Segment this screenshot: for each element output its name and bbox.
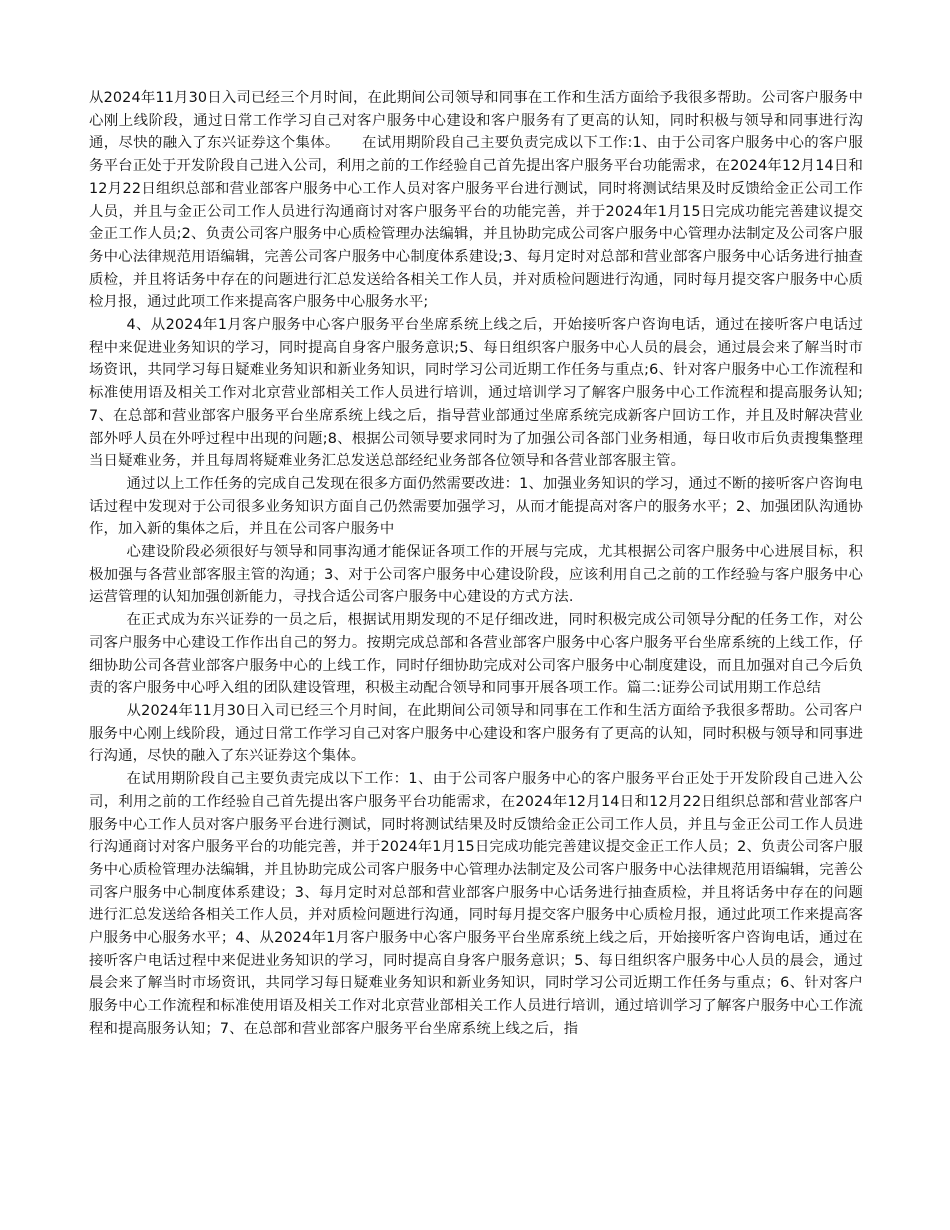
paragraph-4: 心建设阶段必须很好与领导和同事沟通才能保证各项工作的开展与完成，尤其根据公司客户服务中心进展目标，积极加强与各营业部客服主管的沟通；3、对于公司客户服务中心建设阶段，应该利用自己之前的工作经验与客户服务中心运营管理的认知加强创新能力，寻找合适公司客户服务中心建设的方式方法. (89, 544, 864, 606)
paragraph-3: 通过以上工作任务的完成自己发现在很多方面仍然需要改进：1、加强业务知识的学习，通过不断的接听客户咨询电话过程中发现对于公司很多业务知识方面自己仍然需要加强学习，从而才能提高对客户的服务水平；2、加强团队沟通协作，加入新的集体之后，并且在公司客户服务中 (89, 475, 864, 538)
paragraph-5: 在正式成为东兴证券的一员之后，根据试用期发现的不足仔细改进，同时积极完成公司领导分配的任务工作，对公司客户服务中心建设工作作出自己的努力。按期完成总部和各营业部客户服务中心客户服务平台坐席系统的上线工作，仔细协助公司各营业部客户服务中心的上线工作，同时仔细协助完成对公司客户服务中心制度建设，而且加强对自己今后负责的客户服务中心呼入组的团队建设管理，积极主动配合领导和同事开展各项工作。篇二:证券公司试用期工作总结 (89, 612, 863, 697)
paragraph-2: 4、从2024年1月客户服务中心客户服务平台坐席系统上线之后，开始接听客户咨询电话，通过在接听客户电话过程中来促进业务知识的学习，同时提高自身客户服务意识;5、每日组织客户服务中心人员的晨会，通过晨会来了解当时市场资讯，共同学习每日疑难业务知识和新业务知识，同时学习公司近期工作任务与重点;6、针对客户服务中心工作流程和标准使用语及相关工作对北京营业部相关工作人员进行培训，通过培训学习了解客户服务中心工作流程和提高服务认知;7、在总部和营业部客户服务平台坐席系统上线之后，指导营业部通过坐席系统完成新客户回访工作，并且及时解决营业部外呼人员在外呼过程中出现的问题;8、根据公司领导要求同时为了加强公司各部门业务相通，每日收市后负责搜集整理当日疑难业务，并且每周将疑难业务汇总发送总部经纪业务部各位领导和各营业部客服主管。 (89, 317, 863, 470)
document-page (89, 87, 863, 1041)
paragraph-7: 在试用期阶段自己主要负责完成以下工作：1、由于公司客户服务中心的客户服务平台正处于开发阶段自己进入公司，利用之前的工作经验自己首先提出客户服务平台功能需求，在2024年12月14日和12月22日组织总部和营业部客户服务中心工作人员对客户服务平台进行测试，同时将测试结果及时反馈给金正公司工作人员，并且与金正公司工作人员进行沟通商讨对客户服务平台的功能完善，并于2024年1月15日完成功能完善建议提交金正工作人员；2、负责公司客户服务中心质检管理办法编辑，并且协助完成公司客户服务中心管理办法制定及公司客户服务中心法律规范用语编辑，完善公司客户服务中心制度体系建设；3、每月定时对总部和营业部客户服务中心话务进行抽查质检，并且将话务中存在的问题进行汇总发送给各相关工作人员，并对质检问题进行沟通，同时每月提交客户服务中心质检月报，通过此项工作来提高客户服务中心服务水平；4、从2024年1月客户服务中心客户服务平台坐席系统上线之后，开始接听客户咨询电话，通过在接听客户电话过程中来促进业务知识的学习，同时提高自身客户服务意识；5、每日组织客户服务中心人员的晨会，通过晨会来了解当时市场资讯，共同学习每日疑难业务知识和新业务知识，同时学习公司近期工作任务与重点；6、针对客户服务中心工作流程和标准使用语及相关工作对北京营业部相关工作人员进行培训，通过培训学习了解客户服务中心工作流程和提高服务认知；7、在总部和营业部客户服务平台坐席系统上线之后，指 (89, 771, 864, 1037)
paragraph-6: 从2024年11月30日入司已经三个月时间，在此期间公司领导和同事在工作和生活方面给予我很多帮助。公司客户服务中心刚上线阶段，通过日常工作学习自己对客户服务中心建设和客户服务有了更高的认知，同时积极与领导和同事进行沟通，尽快的融入了东兴证券这个集体。 (89, 702, 863, 765)
paragraph-1: 从2024年11月30日入司已经三个月时间，在此期间公司领导和同事在工作和生活方面给予我很多帮助。公司客户服务中心刚上线阶段，通过日常工作学习自己对客户服务中心建设和客户服务有了更高的认知，同时积极与领导和同事进行沟通，尽快的融入了东兴证券这个集体。 在试用期阶段自己主要负责完成以下工作:1、由于公司客户服务中心的客户服务平台正处于开发阶段自己进入公司，利用之前的工作经验自己首先提出客户服务平台功能需求，在2024年12月14日和12月22日组织总部和营业部客户服务中心工作人员对客户服务平台进行测试，同时将测试结果及时反馈给金正公司工作人员，并且与金正公司工作人员进行沟通商讨对客户服务平台的功能完善，并于2024年1月15日完成功能完善建议提交金正工作人员;2、负责公司客户服务中心质检管理办法编辑，并且协助完成公司客户服务中心管理办法制定及公司客户服务中心法律规范用语编辑，完善公司客户服务中心制度体系建设;3、每月定时对总部和营业部客户服务中心话务进行抽查质检，并且将话务中存在的问题进行汇总发送给各相关工作人员，并对质检问题进行沟通，同时每月提交客户服务中心质检月报，通过此项工作来提高客户服务中心服务水平; (89, 90, 863, 311)
